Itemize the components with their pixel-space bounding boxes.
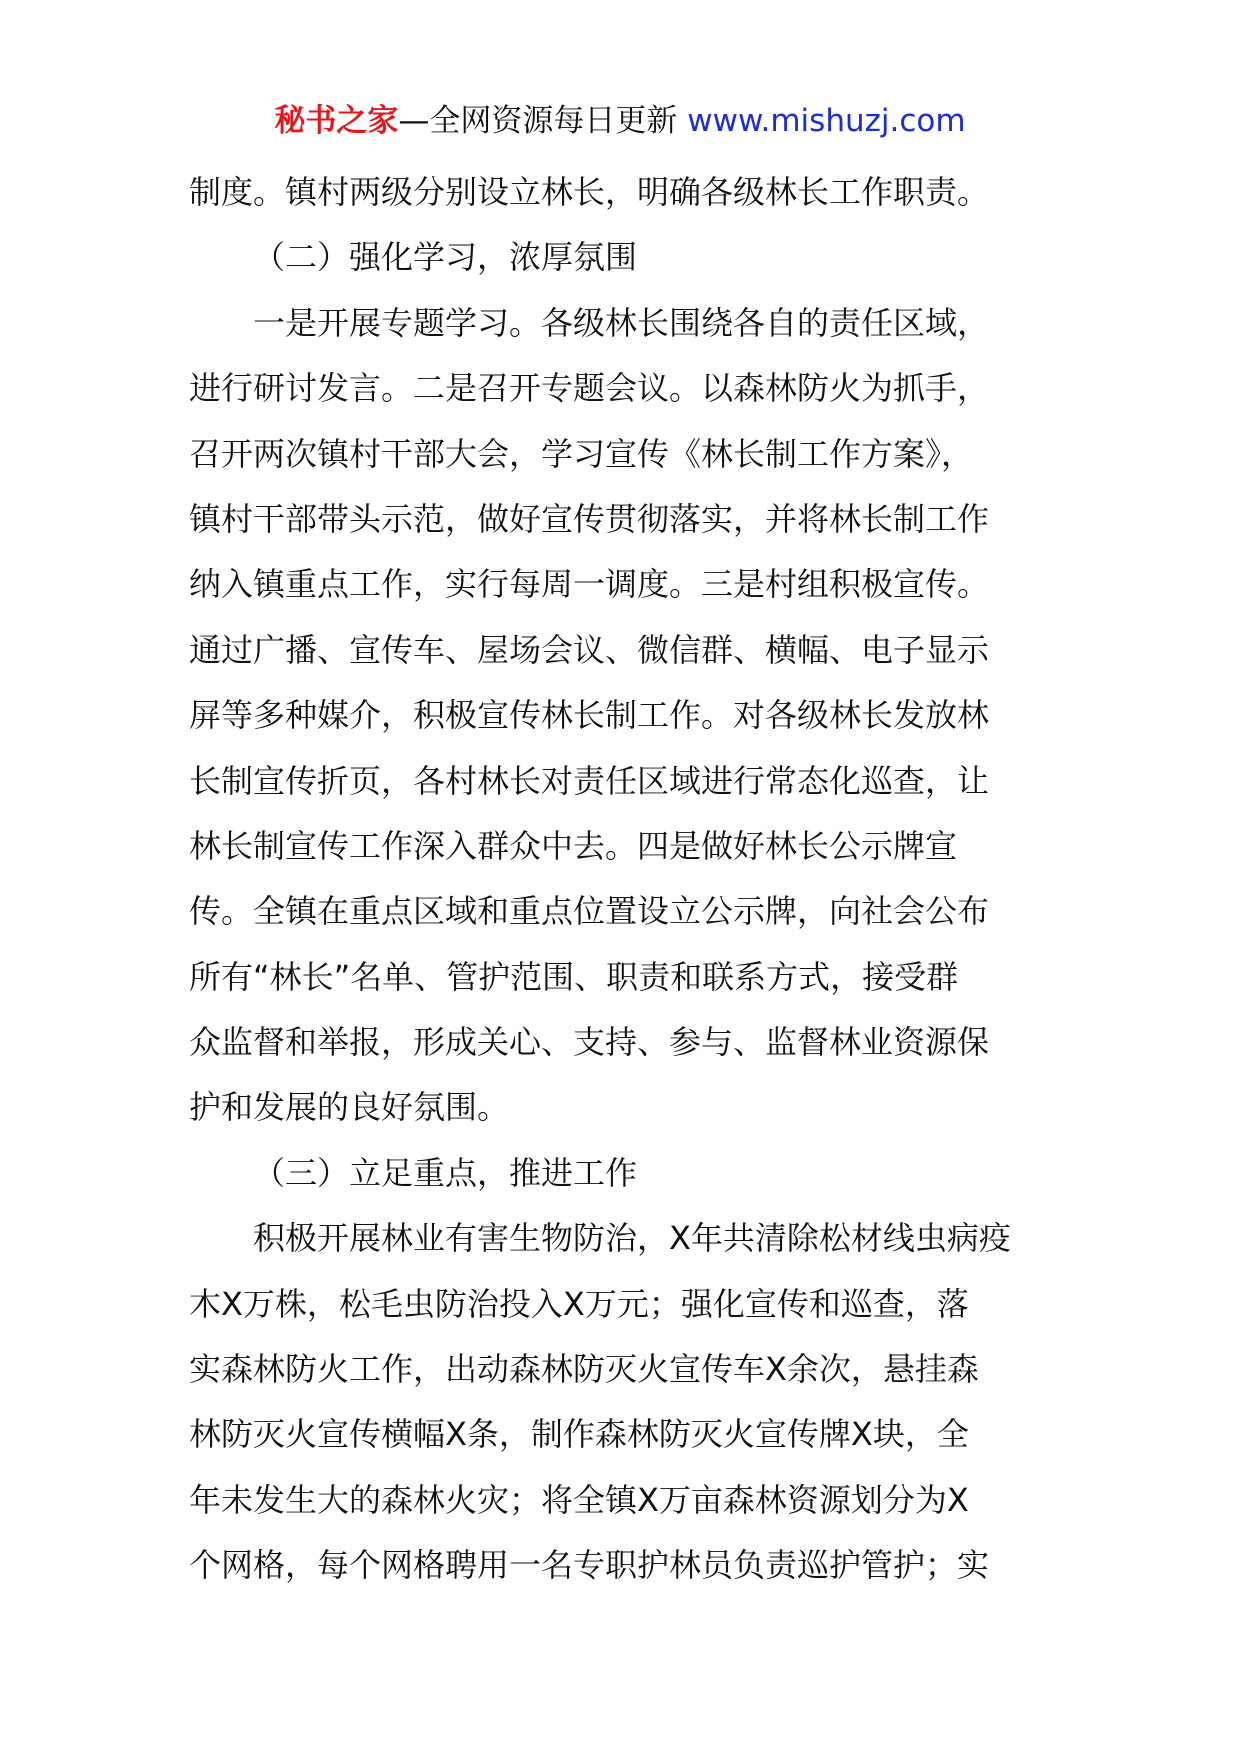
text-line: 进行研讨发言。二是召开专题会议。以森林防火为抓手，	[189, 369, 990, 408]
text-line: 召开两次镇村干部大会，学习宣传《林长制工作方案》，	[189, 434, 974, 473]
text-line: 积极开展林业有害生物防治，X年共清除松材线虫病疫	[253, 1219, 1011, 1258]
text-line: 一是开展专题学习。各级林长围绕各自的责任区域，	[253, 303, 990, 342]
text-line: 年未发生大的森林火灾；将全镇X万亩森林资源划分为X	[189, 1480, 969, 1519]
site-url-link[interactable]: www.mishuzj.com	[687, 103, 966, 139]
text-line: 传。全镇在重点区域和重点位置设立公示牌，向社会公布	[189, 892, 990, 931]
text-line: 林防灭火宣传横幅X条，制作森林防灭火宣传牌X块，全	[189, 1415, 969, 1454]
site-header	[0, 98, 1240, 144]
section-heading: （三）立足重点，推进工作	[253, 1153, 638, 1192]
text-line: 纳入镇重点工作，实行每周一调度。三是村组积极宣传。	[189, 565, 990, 604]
document-body	[189, 160, 1059, 1599]
text-line: 林长制宣传工作深入群众中去。四是做好林长公示牌宣	[189, 826, 958, 865]
text-line: 通过广播、宣传车、屋场会议、微信群、横幅、电子显示	[189, 630, 990, 669]
text-line: 实森林防火工作，出动森林防灭火宣传车X余次，悬挂森	[189, 1350, 979, 1389]
site-tagline: —全网资源每日更新	[398, 103, 688, 139]
text-line: 护和发展的良好氛围。	[189, 1088, 510, 1127]
text-line: 镇村干部带头示范，做好宣传贯彻落实，并将林长制工作	[189, 499, 990, 538]
text-line: 个网格，每个网格聘用一名专职护林员负责巡护管护；实	[189, 1546, 990, 1585]
site-brand: 秘书之家	[274, 103, 399, 139]
text-line: 长制宣传折页，各村林长对责任区域进行常态化巡查，让	[189, 761, 990, 800]
section-heading: （二）强化学习，浓厚氛围	[253, 238, 638, 277]
text-line: 屏等多种媒介，积极宣传林长制工作。对各级林长发放林	[189, 696, 990, 735]
text-line: 制度。镇村两级分别设立林长，明确各级林长工作职责。	[189, 173, 990, 211]
text-line: 木X万株，松毛虫防治投入X万元；强化宣传和巡查，落	[189, 1284, 969, 1323]
text-line: 所有“林长”名单、管护范围、职责和联系方式，接受群	[189, 957, 959, 996]
text-line: 众监督和举报，形成关心、支持、参与、监督林业资源保	[189, 1023, 990, 1062]
